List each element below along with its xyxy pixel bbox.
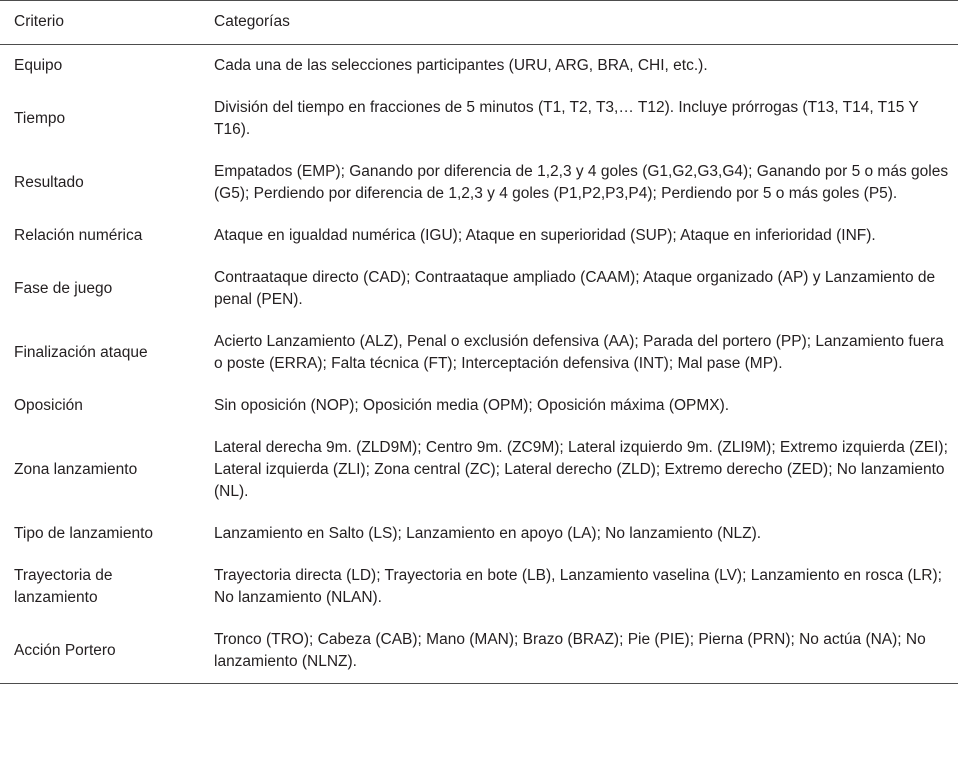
cell-categorias <box>200 257 958 321</box>
criterio-label: Zona lanzamiento <box>14 461 138 478</box>
criterio-label: Oposición <box>14 397 83 414</box>
criterio-label: Acción Portero <box>14 642 116 659</box>
column-header-categorias: Categorías <box>200 1 958 45</box>
cell-criterio <box>0 321 200 385</box>
cell-categorias <box>200 45 958 88</box>
cell-categorias <box>200 321 958 385</box>
cell-criterio <box>0 215 200 257</box>
cell-categorias <box>200 87 958 151</box>
cell-criterio <box>0 151 200 215</box>
cell-criterio <box>0 427 200 513</box>
table-row <box>0 321 958 385</box>
table-row <box>0 257 958 321</box>
criterio-label: Relación numérica <box>14 227 143 244</box>
table-row <box>0 513 958 555</box>
cell-criterio <box>0 385 200 427</box>
table-row <box>0 385 958 427</box>
cell-categorias <box>200 385 958 427</box>
cell-criterio <box>0 257 200 321</box>
cell-categorias <box>200 619 958 684</box>
criterio-label: Resultado <box>14 174 84 191</box>
cell-criterio <box>0 87 200 151</box>
table-row <box>0 215 958 257</box>
criterio-label: Finalización ataque <box>14 344 148 361</box>
categorias-text: Lanzamiento en Salto (LS); Lanzamiento en apoyo (LA); No lanzamiento (NLZ). <box>214 525 762 542</box>
cell-categorias <box>200 215 958 257</box>
column-header-criterio: Criterio <box>0 1 200 45</box>
criterio-label: Fase de juego <box>14 280 113 297</box>
cell-categorias <box>200 555 958 619</box>
table-row <box>0 427 958 513</box>
criterio-label: Tipo de lanzamiento <box>14 525 154 542</box>
categorias-text: Acierto Lanzamiento (ALZ), Penal o exclusión defensiva (AA); Parada del portero (PP); Lanzamiento fuera o poste (ERRA); Falta técnica (FT); Interceptación defensiva (INT); Mal pase (MP). <box>214 333 944 372</box>
categorias-text: Contraataque directo (CAD); Contraataque ampliado (CAAM); Ataque organizado (AP) y Lanzamiento de penal (PEN). <box>214 269 936 308</box>
categorias-text: Cada una de las selecciones participantes (URU, ARG, BRA, CHI, etc.). <box>214 57 708 74</box>
table-head <box>0 1 958 45</box>
categorias-text: Sin oposición (NOP); Oposición media (OPM); Oposición máxima (OPMX). <box>214 397 730 414</box>
cell-criterio <box>0 45 200 88</box>
criterio-label: Trayectoria de lanzamiento <box>14 567 113 606</box>
table-body <box>0 45 958 684</box>
table-row <box>0 151 958 215</box>
cell-categorias <box>200 151 958 215</box>
criterio-label: Equipo <box>14 57 63 74</box>
categorias-text: Lateral derecha 9m. (ZLD9M); Centro 9m. (ZC9M); Lateral izquierdo 9m. (ZLI9M); Extremo izquierda (ZEI); Lateral izquierda (ZLI); Zona central (ZC); Lateral derecho (ZLD); Extremo derecho (ZED); No lanzamiento (NL). <box>214 439 948 500</box>
table-row <box>0 555 958 619</box>
cell-categorias <box>200 427 958 513</box>
categorias-text: Tronco (TRO); Cabeza (CAB); Mano (MAN); Brazo (BRAZ); Pie (PIE); Pierna (PRN); No actúa (NA); No lanzamiento (NLNZ). <box>214 631 926 670</box>
cell-criterio <box>0 513 200 555</box>
categorias-text: División del tiempo en fracciones de 5 minutos (T1, T2, T3,… T12). Incluye prórrogas (T13, T14, T15 Y T16). <box>214 99 919 138</box>
table-row <box>0 619 958 684</box>
criterio-label: Tiempo <box>14 110 66 127</box>
table-row <box>0 45 958 88</box>
table-header-row <box>0 1 958 45</box>
categorias-text: Trayectoria directa (LD); Trayectoria en bote (LB), Lanzamiento vaselina (LV); Lanzamiento en rosca (LR); No lanzamiento (NLAN). <box>214 567 942 606</box>
table-row <box>0 87 958 151</box>
cell-categorias <box>200 513 958 555</box>
cell-criterio <box>0 619 200 684</box>
categorias-text: Empatados (EMP); Ganando por diferencia de 1,2,3 y 4 goles (G1,G2,G3,G4); Ganando por 5 o más goles (G5); Perdiendo por diferencia de 1,2,3 y 4 goles (P1,P2,P3,P4); Perdiendo por 5 o más goles (P5). <box>214 163 949 202</box>
cell-criterio <box>0 555 200 619</box>
categorias-text: Ataque en igualdad numérica (IGU); Ataque en superioridad (SUP); Ataque en inferioridad (INF). <box>214 227 876 244</box>
